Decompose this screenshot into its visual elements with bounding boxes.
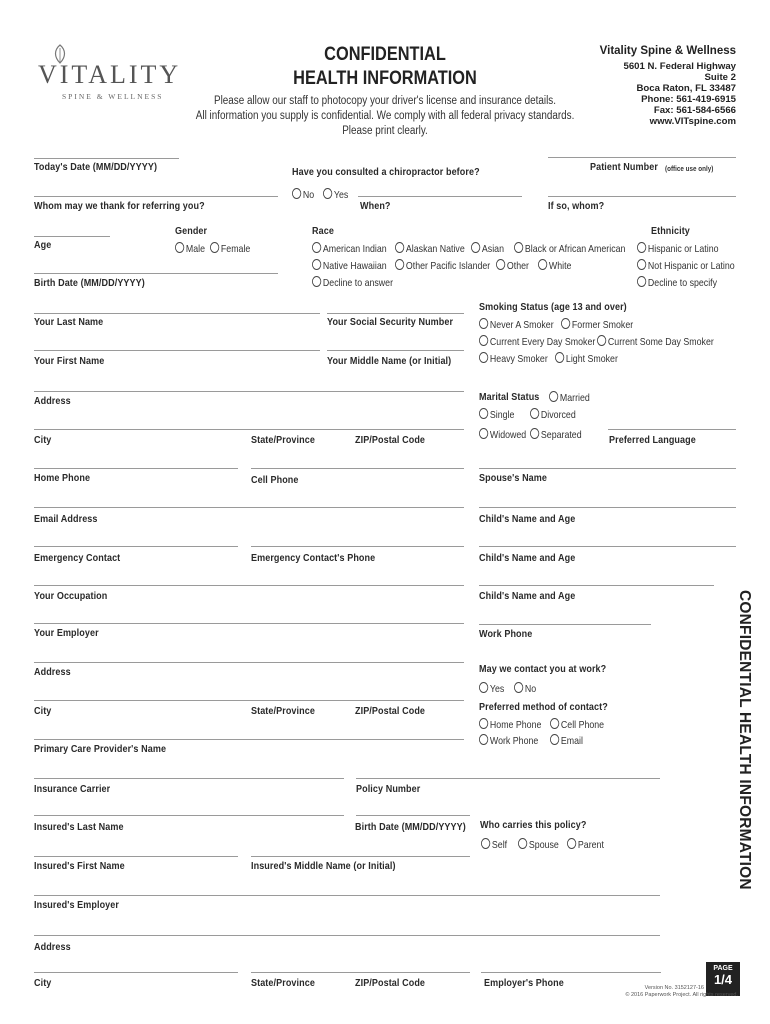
smoking-some-day[interactable]: Current Some Day Smoker bbox=[597, 335, 714, 348]
radio-icon[interactable] bbox=[567, 838, 576, 849]
pref-lang-line[interactable] bbox=[608, 429, 736, 430]
radio-icon[interactable] bbox=[479, 335, 488, 346]
race-decline[interactable]: Decline to answer bbox=[312, 276, 393, 289]
pref-lang-label: Preferred Language bbox=[609, 434, 696, 446]
marital-widowed[interactable]: Widowed bbox=[479, 428, 526, 441]
radio-icon[interactable] bbox=[530, 428, 539, 439]
child2-line[interactable] bbox=[479, 546, 736, 547]
city2-label: City bbox=[34, 705, 52, 717]
city3-label: City bbox=[34, 977, 52, 989]
policy-line[interactable] bbox=[356, 778, 660, 779]
race-other[interactable]: Other bbox=[496, 259, 529, 272]
ins-employer-line[interactable] bbox=[34, 895, 660, 896]
carrier-self[interactable]: Self bbox=[481, 838, 507, 851]
contact-cell-phone[interactable]: Cell Phone bbox=[550, 718, 604, 731]
radio-icon[interactable] bbox=[395, 259, 404, 270]
carrier-spouse[interactable]: Spouse bbox=[518, 838, 559, 851]
ins-birth-label: Birth Date (MM/DD/YYYY) bbox=[355, 821, 466, 833]
intro-line3: Please print clearly. bbox=[342, 125, 428, 137]
ins-birth-line[interactable] bbox=[356, 815, 470, 816]
emergency-line[interactable] bbox=[34, 546, 238, 547]
radio-icon[interactable] bbox=[479, 734, 488, 745]
address2-label: Address bbox=[34, 666, 71, 678]
emergency-label: Emergency Contact bbox=[34, 552, 121, 564]
city-label: City bbox=[34, 434, 52, 446]
intro-line1: Please allow our staff to photocopy your driver's license and insurance details. bbox=[213, 95, 557, 107]
work-phone-label: Work Phone bbox=[479, 628, 533, 640]
ethnicity-label: Ethnicity bbox=[651, 225, 690, 237]
occupation-line[interactable] bbox=[34, 585, 464, 586]
contact-work-label: May we contact you at work? bbox=[479, 663, 607, 675]
consulted-label: Have you consulted a chiropractor before? bbox=[292, 166, 480, 178]
form-title-line1: CONFIDENTIAL bbox=[324, 44, 446, 65]
race-white[interactable]: White bbox=[538, 259, 571, 272]
race-black[interactable]: Black or African American bbox=[514, 242, 625, 255]
clinic-fax: Fax: 561-584-6566 bbox=[653, 105, 736, 116]
todays-date-line[interactable] bbox=[34, 158, 179, 159]
clinic-city: Boca Raton, FL 33487 bbox=[636, 83, 736, 94]
child3-label: Child's Name and Age bbox=[479, 590, 576, 602]
occupation-label: Your Occupation bbox=[34, 590, 108, 602]
pref-contact-label: Preferred method of contact? bbox=[479, 701, 608, 713]
clinic-website: www.VITspine.com bbox=[649, 116, 736, 127]
page-indicator bbox=[706, 962, 740, 996]
intro-line2: All information you supply is confidential. We comply with all federal privacy standards. bbox=[195, 110, 575, 122]
radio-icon[interactable] bbox=[637, 242, 646, 253]
emp-phone-line[interactable] bbox=[481, 972, 661, 973]
marital-separated[interactable]: Separated bbox=[530, 428, 582, 441]
marital-label: Marital Status bbox=[479, 391, 540, 403]
ins-first-label: Insured's First Name bbox=[34, 860, 125, 872]
race-american-indian[interactable]: American Indian bbox=[312, 242, 387, 255]
child1-label: Child's Name and Age bbox=[479, 513, 576, 525]
radio-icon[interactable] bbox=[292, 188, 301, 199]
race-asian[interactable]: Asian bbox=[471, 242, 504, 255]
marital-divorced[interactable]: Divorced bbox=[530, 408, 576, 421]
patient-number-label: Patient Number bbox=[590, 161, 658, 173]
radio-icon[interactable] bbox=[637, 259, 646, 270]
radio-icon[interactable] bbox=[637, 276, 646, 287]
child3-line[interactable] bbox=[479, 585, 714, 586]
race-pacific-islander[interactable]: Other Pacific Islander bbox=[395, 259, 490, 272]
radio-icon[interactable] bbox=[481, 838, 490, 849]
consulted-yes[interactable]: Yes bbox=[323, 188, 348, 201]
clinic-address1: 5601 N. Federal Highway bbox=[623, 61, 736, 72]
emergency-phone-line[interactable] bbox=[251, 546, 464, 547]
radio-icon[interactable] bbox=[479, 718, 488, 729]
radio-icon[interactable] bbox=[550, 718, 559, 729]
smoking-every-day[interactable]: Current Every Day Smoker bbox=[479, 335, 595, 348]
referred-label: Whom may we thank for referring you? bbox=[34, 200, 205, 212]
radio-icon[interactable] bbox=[479, 428, 488, 439]
radio-icon[interactable] bbox=[496, 259, 505, 270]
ethnicity-decline[interactable]: Decline to specify bbox=[637, 276, 717, 289]
address-line[interactable] bbox=[34, 391, 464, 392]
home-phone-line[interactable] bbox=[34, 468, 238, 469]
side-title: CONFIDENTIAL HEALTH INFORMATION bbox=[736, 590, 753, 890]
contact-home-phone[interactable]: Home Phone bbox=[479, 718, 541, 731]
radio-icon[interactable] bbox=[550, 734, 559, 745]
home-phone-label: Home Phone bbox=[34, 472, 91, 484]
marital-single[interactable]: Single bbox=[479, 408, 514, 421]
birth-date-line[interactable] bbox=[34, 273, 278, 274]
gender-female[interactable]: Female bbox=[210, 242, 250, 255]
insurance-label: Insurance Carrier bbox=[34, 783, 111, 795]
city-line[interactable] bbox=[34, 429, 464, 430]
race-alaskan-native[interactable]: Alaskan Native bbox=[395, 242, 465, 255]
carrier-parent[interactable]: Parent bbox=[567, 838, 604, 851]
ethnicity-hispanic[interactable]: Hispanic or Latino bbox=[637, 242, 719, 255]
radio-icon[interactable] bbox=[514, 242, 523, 253]
ethnicity-not-hispanic[interactable]: Not Hispanic or Latino bbox=[637, 259, 735, 272]
first-name-line[interactable] bbox=[34, 350, 320, 351]
employer-label: Your Employer bbox=[34, 627, 99, 639]
copyright-note: © 2016 Paperwork Project. All rights reserved. bbox=[625, 992, 738, 998]
smoking-never[interactable]: Never A Smoker bbox=[479, 318, 554, 331]
last-name-line[interactable] bbox=[34, 313, 320, 314]
radio-icon[interactable] bbox=[555, 352, 564, 363]
logo-name: VITALITY bbox=[38, 60, 182, 89]
gender-label: Gender bbox=[175, 225, 208, 237]
radio-icon[interactable] bbox=[312, 259, 321, 270]
radio-icon[interactable] bbox=[395, 242, 404, 253]
state-zip3-line[interactable] bbox=[251, 972, 470, 973]
pcp-label: Primary Care Provider's Name bbox=[34, 743, 167, 755]
when-line[interactable] bbox=[358, 196, 522, 197]
email-label: Email Address bbox=[34, 513, 98, 525]
clinic-phone: Phone: 561-419-6915 bbox=[641, 94, 736, 105]
patient-number-line[interactable] bbox=[548, 157, 736, 158]
city2-line[interactable] bbox=[34, 700, 464, 701]
smoking-former[interactable]: Former Smoker bbox=[561, 318, 633, 331]
ssn-line[interactable] bbox=[327, 313, 464, 314]
middle-name-label: Your Middle Name (or Initial) bbox=[327, 355, 452, 367]
last-name-label: Your Last Name bbox=[34, 316, 104, 328]
address-label: Address bbox=[34, 395, 71, 407]
radio-icon[interactable] bbox=[312, 242, 321, 253]
version-note: Version No. 3152127-16 bbox=[644, 985, 704, 991]
employer-line[interactable] bbox=[34, 623, 464, 624]
birth-date-label: Birth Date (MM/DD/YYYY) bbox=[34, 277, 145, 289]
radio-icon[interactable] bbox=[210, 242, 219, 253]
radio-icon[interactable] bbox=[479, 682, 488, 693]
state-label: State/Province bbox=[251, 434, 315, 446]
state2-label: State/Province bbox=[251, 705, 315, 717]
contact-work-no[interactable]: No bbox=[514, 682, 536, 695]
smoking-label: Smoking Status (age 13 and over) bbox=[479, 301, 627, 313]
radio-icon[interactable] bbox=[175, 242, 184, 253]
child1-line[interactable] bbox=[479, 507, 736, 508]
policy-label: Policy Number bbox=[356, 783, 421, 795]
email-line[interactable] bbox=[34, 507, 464, 508]
work-phone-line[interactable] bbox=[479, 624, 651, 625]
when-label: When? bbox=[360, 200, 391, 212]
zip3-label: ZIP/Postal Code bbox=[355, 977, 426, 989]
smoking-light[interactable]: Light Smoker bbox=[555, 352, 618, 365]
if-so-label: If so, whom? bbox=[548, 200, 605, 212]
marital-married[interactable]: Married bbox=[549, 391, 590, 404]
radio-icon[interactable] bbox=[323, 188, 332, 199]
middle-name-line[interactable] bbox=[327, 350, 464, 351]
radio-icon[interactable] bbox=[549, 391, 558, 402]
ins-middle-label: Insured's Middle Name (or Initial) bbox=[251, 860, 396, 872]
radio-icon[interactable] bbox=[479, 318, 488, 329]
emergency-phone-label: Emergency Contact's Phone bbox=[251, 552, 376, 564]
smoking-heavy[interactable]: Heavy Smoker bbox=[479, 352, 548, 365]
insurance-line[interactable] bbox=[34, 778, 344, 779]
address3-label: Address bbox=[34, 941, 71, 953]
contact-email[interactable]: Email bbox=[550, 734, 583, 747]
page-number: 1/4 bbox=[713, 972, 733, 987]
gender-male[interactable]: Male bbox=[175, 242, 205, 255]
ins-last-line[interactable] bbox=[34, 815, 344, 816]
radio-icon[interactable] bbox=[514, 682, 523, 693]
ssn-label: Your Social Security Number bbox=[327, 316, 454, 328]
ins-first-line[interactable] bbox=[34, 856, 238, 857]
contact-work-yes[interactable]: Yes bbox=[479, 682, 504, 695]
ins-middle-line[interactable] bbox=[251, 856, 470, 857]
age-label: Age bbox=[34, 239, 52, 251]
radio-icon[interactable] bbox=[471, 242, 480, 253]
cell-phone-label: Cell Phone bbox=[251, 474, 299, 486]
radio-icon[interactable] bbox=[561, 318, 570, 329]
logo-subtitle: SPINE & WELLNESS bbox=[62, 92, 164, 101]
ins-employer-label: Insured's Employer bbox=[34, 899, 119, 911]
radio-icon[interactable] bbox=[530, 408, 539, 419]
who-carries-label: Who carries this policy? bbox=[480, 819, 587, 831]
contact-work-phone[interactable]: Work Phone bbox=[479, 734, 538, 747]
cell-phone-line[interactable] bbox=[251, 468, 464, 469]
consulted-no[interactable]: No bbox=[292, 188, 314, 201]
ins-last-label: Insured's Last Name bbox=[34, 821, 124, 833]
radio-icon[interactable] bbox=[597, 335, 606, 346]
address2-line[interactable] bbox=[34, 662, 464, 663]
spouse-line[interactable] bbox=[479, 468, 736, 469]
emp-phone-label: Employer's Phone bbox=[484, 977, 564, 989]
spouse-label: Spouse's Name bbox=[479, 472, 548, 484]
todays-date-label: Today's Date (MM/DD/YYYY) bbox=[34, 161, 158, 173]
radio-icon[interactable] bbox=[518, 838, 527, 849]
page-label: PAGE bbox=[713, 965, 733, 972]
state3-label: State/Province bbox=[251, 977, 315, 989]
zip2-label: ZIP/Postal Code bbox=[355, 705, 426, 717]
address3-line[interactable] bbox=[34, 935, 660, 936]
pcp-line[interactable] bbox=[34, 739, 464, 740]
form-title-line2: HEALTH INFORMATION bbox=[293, 68, 477, 89]
if-so-line[interactable] bbox=[548, 196, 736, 197]
age-line[interactable] bbox=[34, 236, 110, 237]
referred-line[interactable] bbox=[34, 196, 278, 197]
office-use-note: (office use only) bbox=[665, 164, 714, 173]
race-label: Race bbox=[312, 225, 334, 237]
radio-icon[interactable] bbox=[538, 259, 547, 270]
child2-label: Child's Name and Age bbox=[479, 552, 576, 564]
race-native-hawaiian[interactable]: Native Hawaiian bbox=[312, 259, 387, 272]
radio-icon[interactable] bbox=[479, 408, 488, 419]
first-name-label: Your First Name bbox=[34, 355, 105, 367]
radio-icon[interactable] bbox=[479, 352, 488, 363]
city3-line[interactable] bbox=[34, 972, 238, 973]
clinic-address2: Suite 2 bbox=[704, 72, 736, 83]
radio-icon[interactable] bbox=[312, 276, 321, 287]
zip-label: ZIP/Postal Code bbox=[355, 434, 426, 446]
clinic-name: Vitality Spine & Wellness bbox=[599, 45, 736, 57]
